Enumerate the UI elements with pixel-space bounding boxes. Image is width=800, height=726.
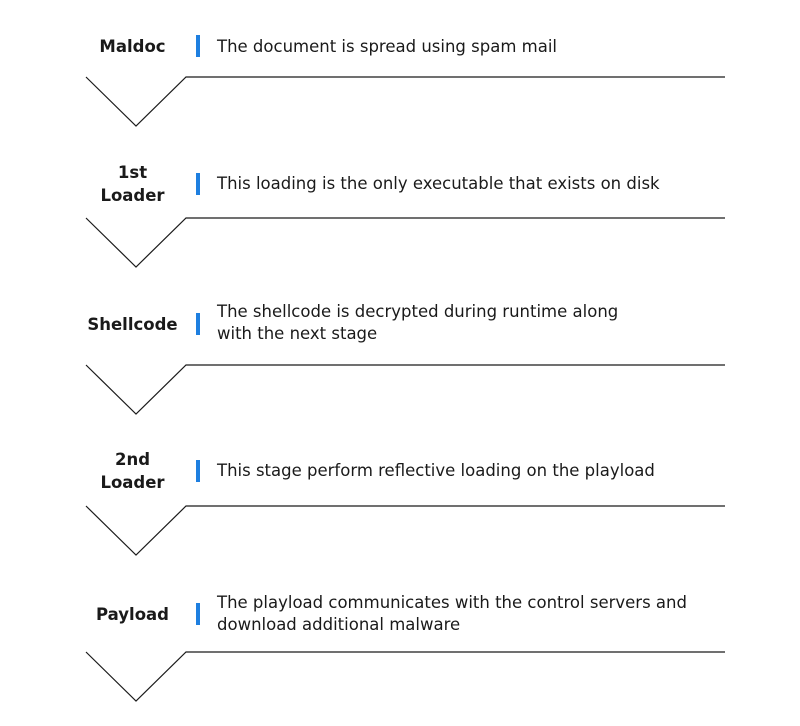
stage-label: Maldoc <box>99 37 166 56</box>
stage-description: This stage perform reflective loading on the playload <box>217 461 655 480</box>
stage-label: Shellcode <box>87 315 178 334</box>
stage-label: 2nd Loader <box>100 450 165 492</box>
stage-description: This loading is the only executable that exists on disk <box>217 174 660 193</box>
chevron-down-icon <box>0 66 800 126</box>
chevron-down-icon <box>0 641 800 701</box>
chevron-down-icon <box>0 207 800 267</box>
stage-description: The document is spread using spam mail <box>217 37 557 56</box>
chevron-down-icon <box>0 495 800 555</box>
accent-bar <box>196 460 200 482</box>
stage-label: Payload <box>96 605 169 624</box>
accent-bar <box>196 35 200 57</box>
chevron-down-icon <box>0 354 800 414</box>
stage-description: The playload communicates with the control servers and download additional malware <box>217 593 687 634</box>
accent-bar <box>196 313 200 335</box>
stage-description: The shellcode is decrypted during runtime along with the next stage <box>217 302 619 343</box>
accent-bar <box>196 603 200 625</box>
accent-bar <box>196 173 200 195</box>
stage-label: 1st Loader <box>100 163 165 205</box>
